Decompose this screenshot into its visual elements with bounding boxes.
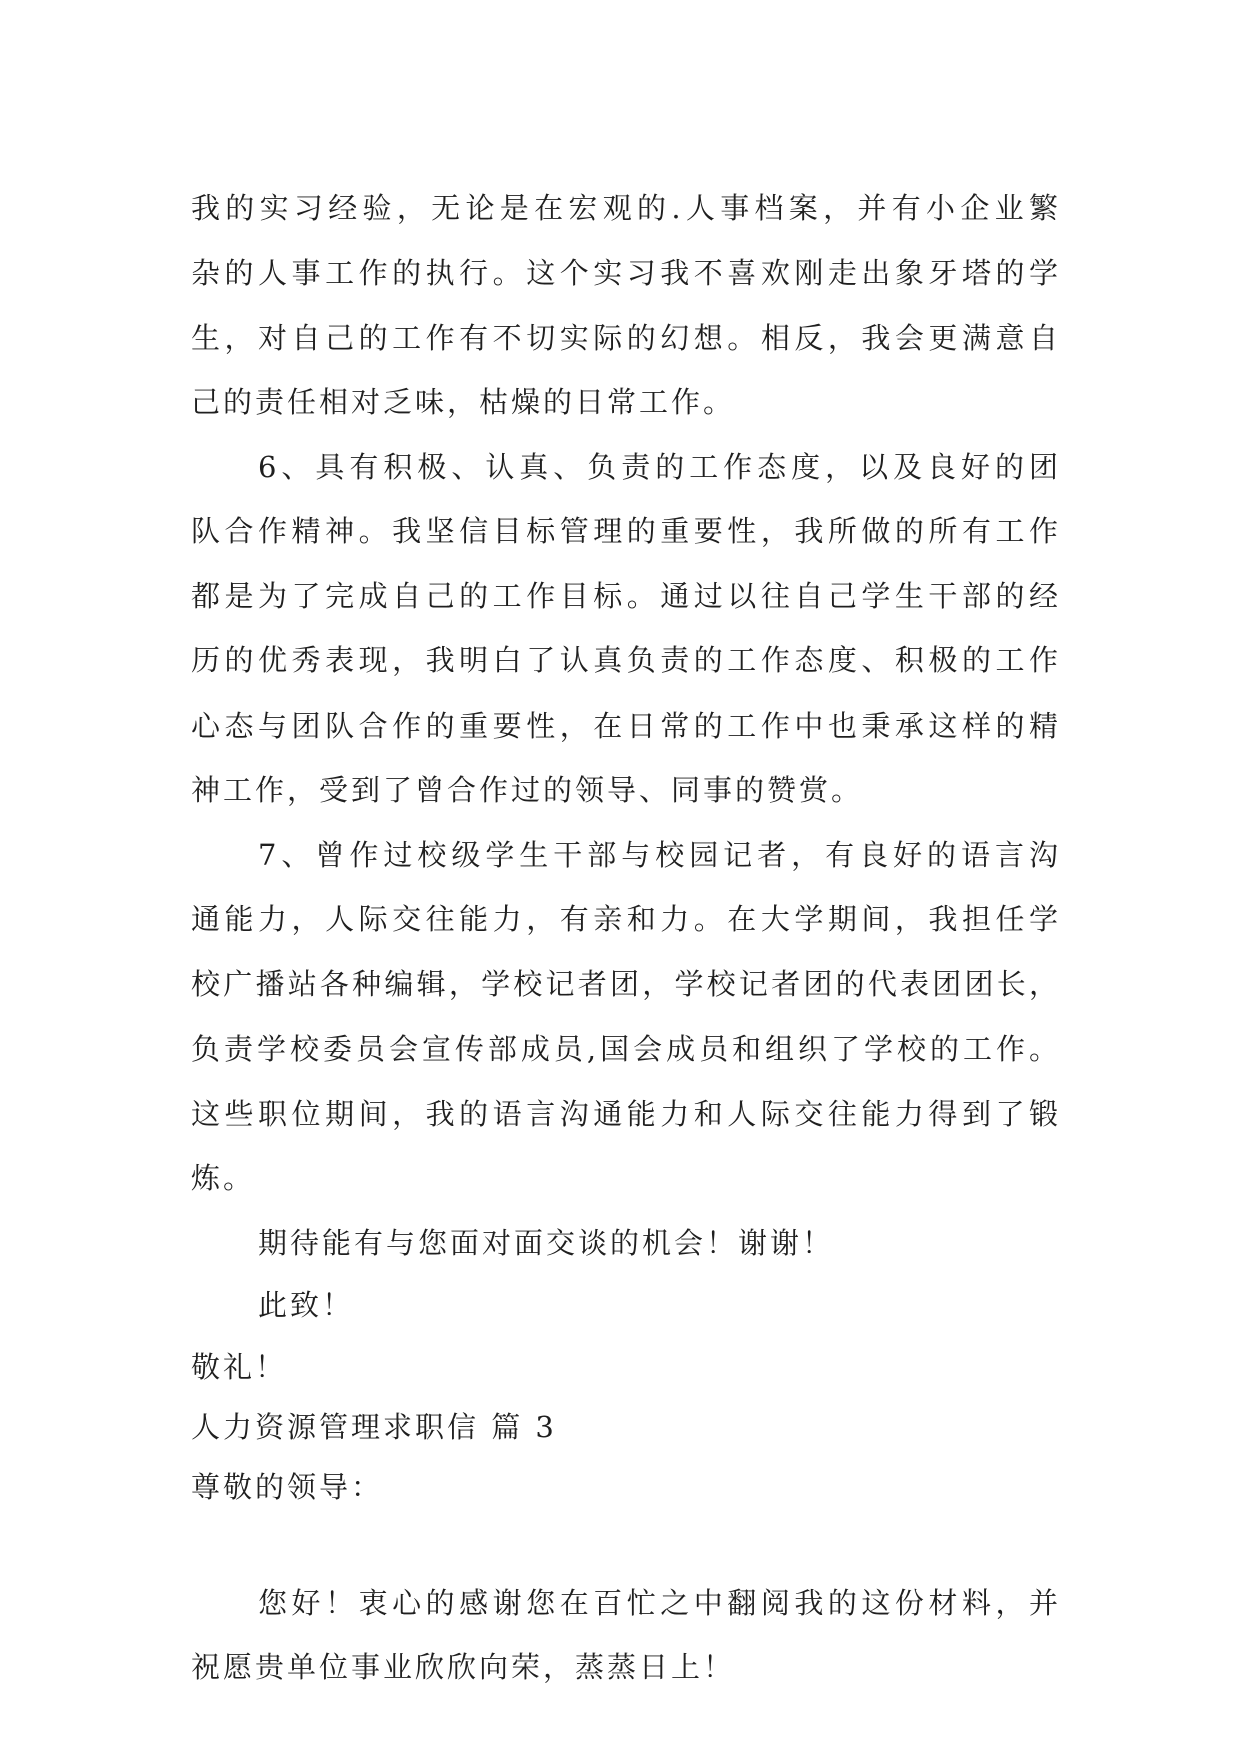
body-line: 杂的人事工作的执行。这个实习我不喜欢刚走出象牙塔的学 bbox=[191, 256, 1058, 290]
list-item-6-line: 队合作精神。我坚信目标管理的重要性，我所做的所有工作 bbox=[191, 514, 1058, 548]
list-item-6-line: 历的优秀表现，我明白了认真负责的工作态度、积极的工作 bbox=[191, 643, 1058, 677]
list-item-7-line: 这些职位期间，我的语言沟通能力和人际交往能力得到了锻 bbox=[191, 1097, 1058, 1131]
list-item-7-line: 负责学校委员会宣传部成员,国会成员和组织了学校的工作。 bbox=[191, 1032, 1058, 1066]
list-item-6-line: 都是为了完成自己的工作目标。通过以往自己学生干部的经 bbox=[191, 579, 1058, 613]
opening-line: 祝愿贵单位事业欣欣向荣，蒸蒸日上！ bbox=[191, 1650, 736, 1684]
closing-expectation: 期待能有与您面对面交谈的机会！谢谢！ bbox=[258, 1226, 835, 1260]
list-item-7-line: 校广播站各种编辑，学校记者团，学校记者团的代表团团长， bbox=[191, 967, 1058, 1001]
closing-cizhi: 此致！ bbox=[258, 1288, 355, 1322]
list-item-7-line: 通能力，人际交往能力，有亲和力。在大学期间，我担任学 bbox=[191, 902, 1058, 936]
body-line: 己的责任相对乏味，枯燥的日常工作。 bbox=[191, 385, 736, 419]
list-item-7-line: 炼。 bbox=[191, 1161, 256, 1195]
closing-jingli: 敬礼！ bbox=[191, 1350, 288, 1384]
list-item-7-line: 7、曾作过校级学生干部与校园记者，有良好的语言沟 bbox=[258, 838, 1058, 872]
list-item-6-line: 心态与团队合作的重要性，在日常的工作中也秉承这样的精 bbox=[191, 709, 1058, 743]
body-line: 我的实习经验，无论是在宏观的.人事档案，并有小企业繁 bbox=[191, 191, 1058, 225]
section-title: 人力资源管理求职信 篇 3 bbox=[191, 1410, 557, 1444]
body-line: 生，对自己的工作有不切实际的幻想。相反，我会更满意自 bbox=[191, 321, 1058, 355]
opening-line: 您好！衷心的感谢您在百忙之中翻阅我的这份材料，并 bbox=[258, 1586, 1058, 1620]
list-item-6-line: 6、具有积极、认真、负责的工作态度，以及良好的团 bbox=[258, 450, 1058, 484]
greeting: 尊敬的领导： bbox=[191, 1470, 384, 1504]
list-item-6-line: 神工作，受到了曾合作过的领导、同事的赞赏。 bbox=[191, 773, 864, 807]
